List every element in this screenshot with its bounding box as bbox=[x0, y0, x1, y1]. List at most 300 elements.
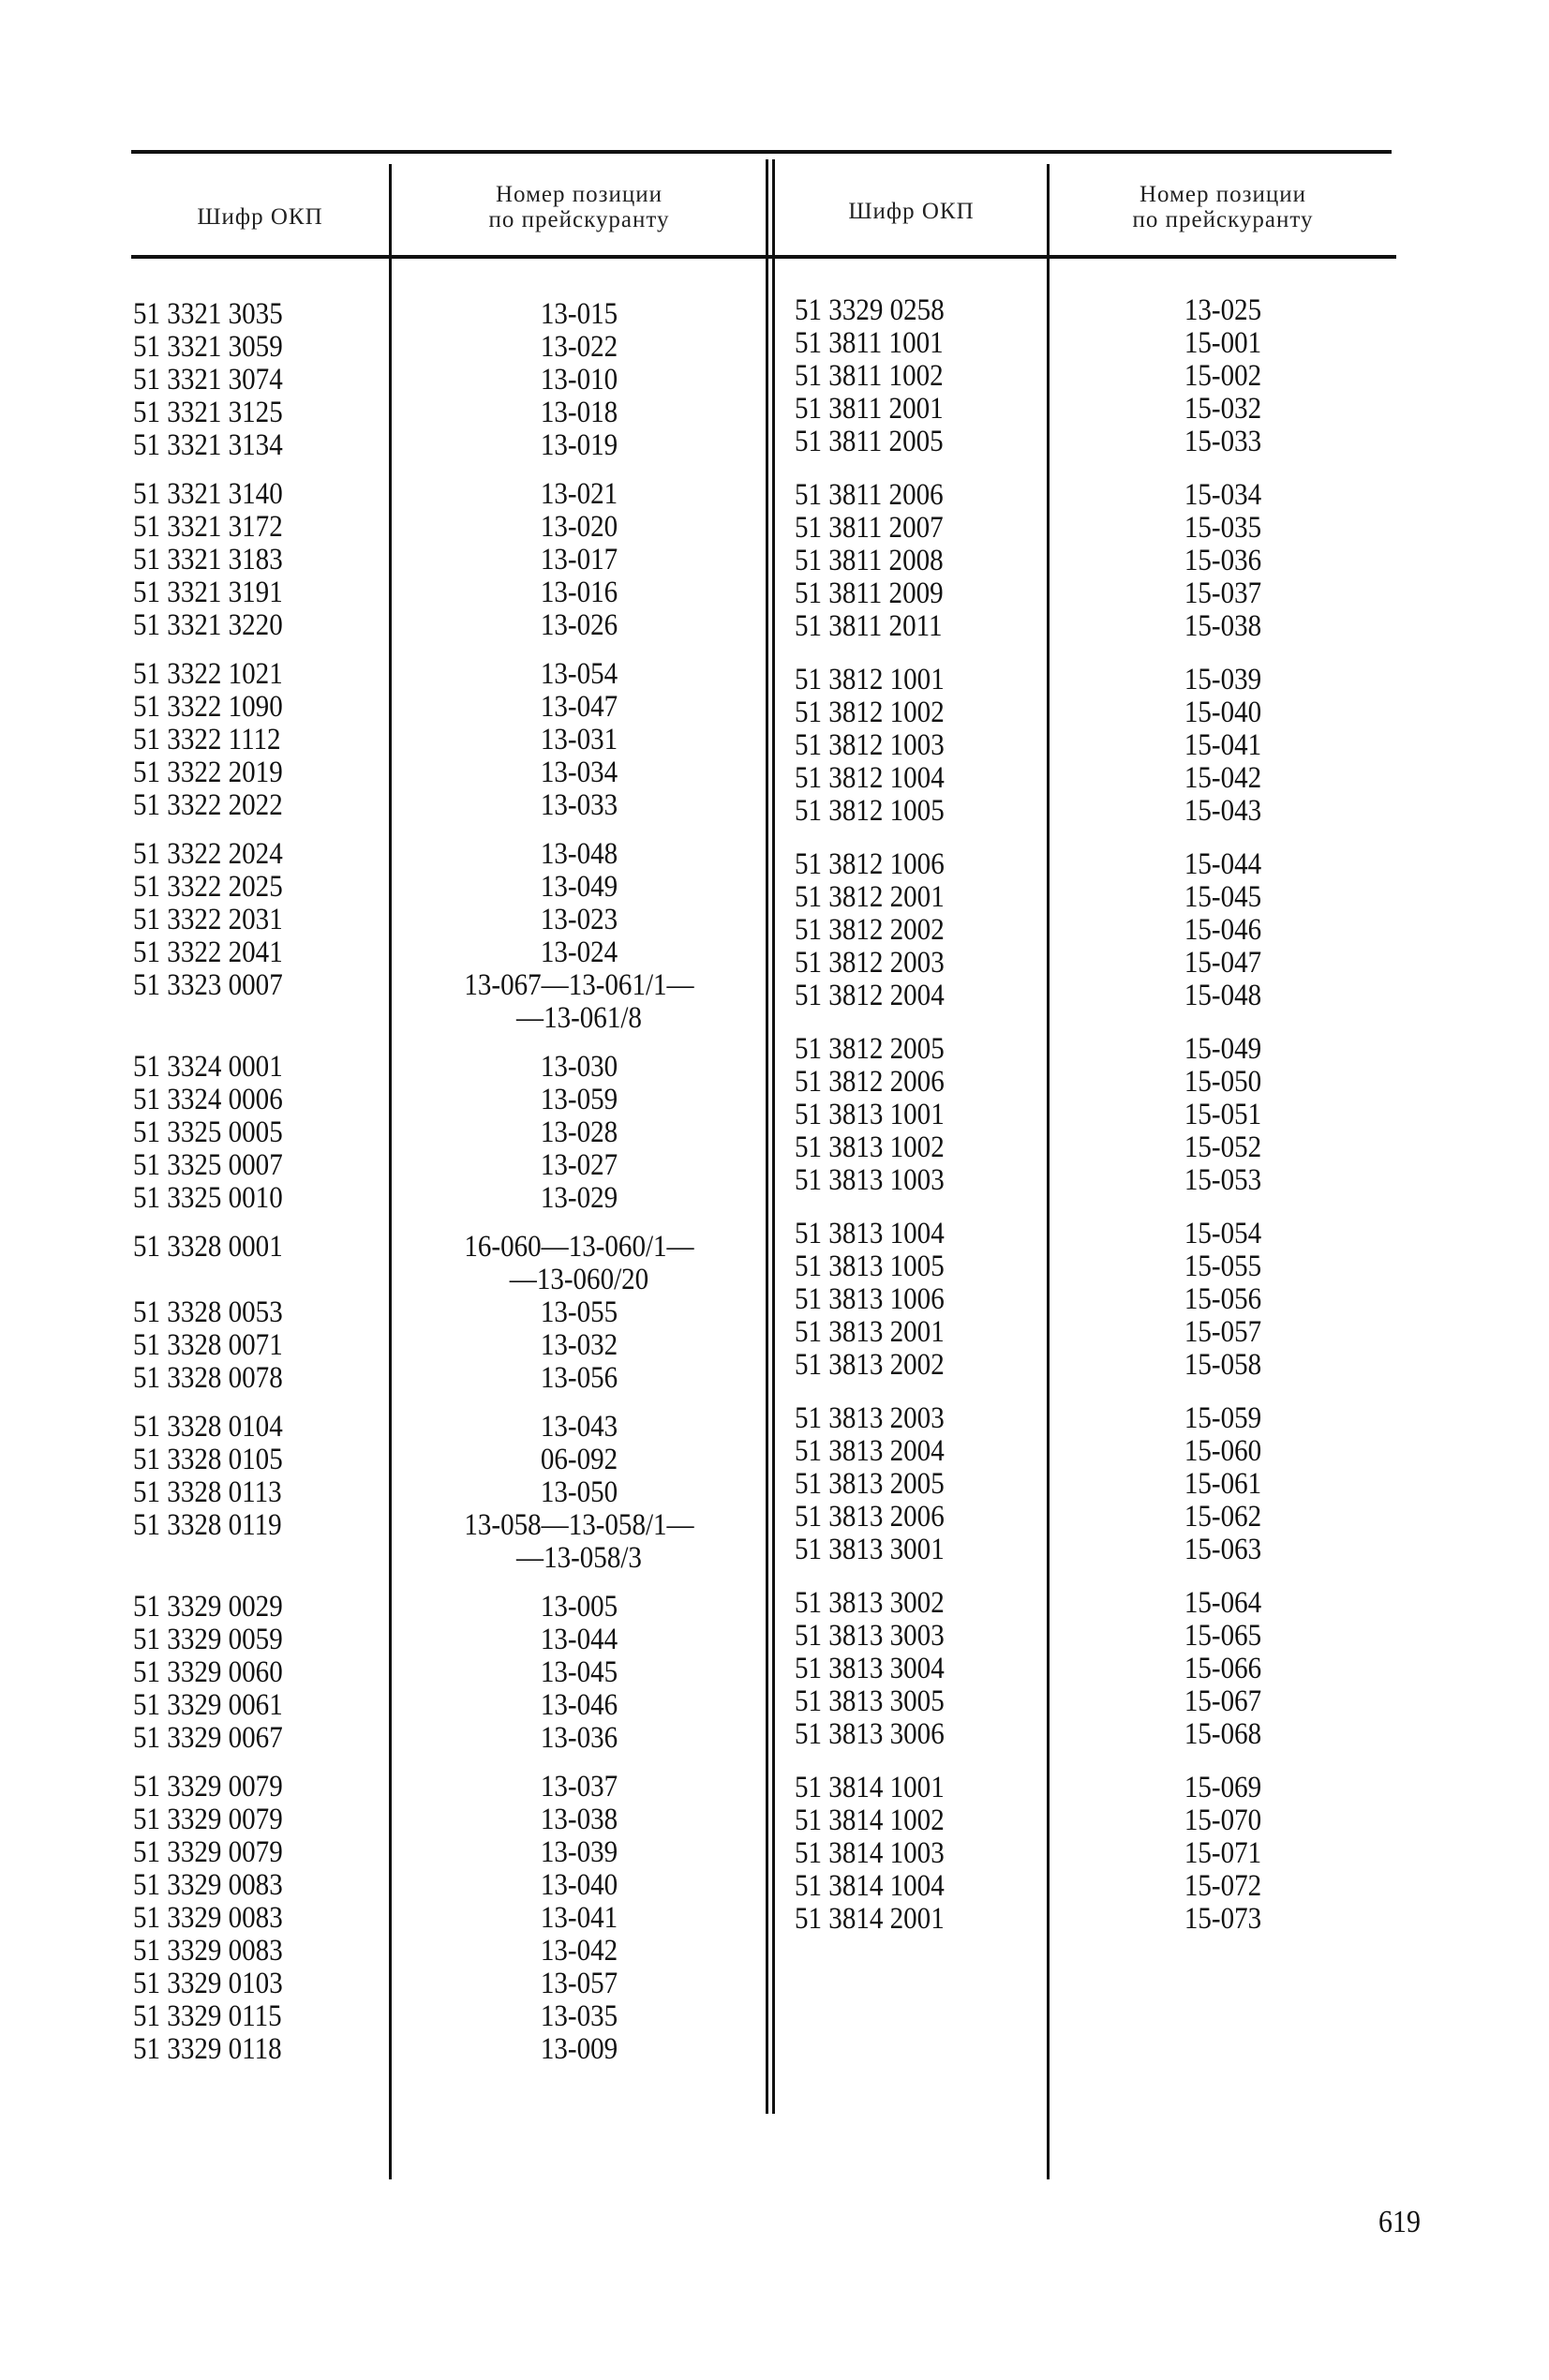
okp-code: 51 3812 2005 bbox=[795, 1032, 945, 1066]
table-row bbox=[133, 1655, 618, 1689]
price-list-position: 13-044 bbox=[540, 1623, 618, 1656]
table-row bbox=[795, 359, 1262, 393]
header-code-right: Шифр ОКП bbox=[848, 199, 975, 224]
row-group bbox=[795, 1771, 1262, 1936]
table-row bbox=[795, 761, 1262, 795]
table-row bbox=[795, 1586, 1262, 1620]
okp-code: 51 3329 0115 bbox=[133, 1999, 282, 2033]
okp-code: 51 3329 0103 bbox=[133, 1967, 283, 2000]
table-row bbox=[795, 478, 1262, 512]
table-row bbox=[795, 1902, 1262, 1936]
price-list-position: 13-029 bbox=[540, 1181, 618, 1215]
okp-code: 51 3329 0079 bbox=[133, 1803, 283, 1836]
table-row bbox=[795, 1771, 1262, 1804]
okp-code: 51 3813 1004 bbox=[795, 1217, 945, 1250]
price-list-position: 13-038 bbox=[540, 1803, 618, 1836]
table-row bbox=[133, 1721, 618, 1755]
price-list-position: 06-092 bbox=[540, 1443, 618, 1476]
okp-code: 51 3329 0067 bbox=[133, 1721, 283, 1755]
row-group bbox=[795, 1217, 1262, 1382]
price-list-position: 15-049 bbox=[1184, 1032, 1262, 1066]
okp-code: 51 3328 0105 bbox=[133, 1443, 283, 1476]
price-list-position: 15-048 bbox=[1184, 979, 1262, 1012]
price-list-position: 13-067—13-061/1— —13-061/8 bbox=[464, 968, 694, 1035]
okp-code: 51 3813 3006 bbox=[795, 1717, 945, 1751]
table-row bbox=[795, 511, 1262, 545]
header-bottom-rule bbox=[131, 255, 1396, 259]
price-list-position: 13-050 bbox=[540, 1475, 618, 1509]
table-row bbox=[133, 330, 618, 364]
table-row bbox=[133, 1590, 618, 1624]
price-list-position: 13-057 bbox=[540, 1967, 618, 2000]
okp-code: 51 3811 2005 bbox=[795, 425, 944, 458]
okp-code: 51 3811 1002 bbox=[795, 359, 944, 393]
okp-code: 51 3321 3172 bbox=[133, 510, 283, 544]
table-row bbox=[133, 1835, 618, 1869]
price-list-position: 13-028 bbox=[540, 1115, 618, 1149]
okp-code: 51 3811 2009 bbox=[795, 576, 944, 610]
price-list-position: 13-042 bbox=[540, 1934, 618, 1968]
table-row bbox=[133, 1115, 618, 1149]
price-list-position: 13-046 bbox=[540, 1688, 618, 1722]
table-row bbox=[133, 1083, 618, 1116]
row-group bbox=[133, 1050, 618, 1215]
price-list-position: 15-036 bbox=[1184, 544, 1262, 577]
okp-code: 51 3328 0053 bbox=[133, 1295, 283, 1329]
okp-code: 51 3812 1005 bbox=[795, 794, 945, 828]
header-code-left: Шифр ОКП bbox=[197, 204, 323, 230]
price-list-position: 13-025 bbox=[1184, 293, 1262, 327]
okp-code: 51 3329 0083 bbox=[133, 1868, 283, 1902]
table-row bbox=[795, 794, 1262, 828]
table-row bbox=[133, 297, 618, 331]
price-list-position: 15-061 bbox=[1184, 1467, 1262, 1501]
price-list-position: 15-072 bbox=[1184, 1869, 1262, 1903]
header-position-left bbox=[392, 182, 767, 232]
table-row bbox=[795, 425, 1262, 458]
okp-code: 51 3329 0059 bbox=[133, 1623, 283, 1656]
okp-code: 51 3813 3004 bbox=[795, 1652, 945, 1685]
table-row bbox=[133, 870, 618, 904]
header-position-line1: Номер позиции bbox=[495, 182, 663, 207]
table-row bbox=[795, 1804, 1262, 1837]
price-list-position: 13-031 bbox=[540, 723, 618, 756]
okp-code: 51 3329 0061 bbox=[133, 1688, 283, 1722]
row-group bbox=[133, 1410, 694, 1575]
price-list-position: 15-056 bbox=[1184, 1282, 1262, 1316]
price-list-position: 13-030 bbox=[540, 1050, 618, 1084]
price-list-position: 13-055 bbox=[540, 1295, 618, 1329]
table-row bbox=[795, 1065, 1262, 1099]
price-list-position: 13-036 bbox=[540, 1721, 618, 1755]
price-list-position: 13-032 bbox=[540, 1328, 618, 1362]
table-row bbox=[133, 1361, 618, 1395]
page-number: 619 bbox=[1378, 2205, 1421, 2239]
column-divider bbox=[1047, 164, 1050, 2179]
okp-code: 51 3812 1003 bbox=[795, 728, 945, 762]
table-row bbox=[133, 1050, 618, 1084]
okp-code: 51 3328 0119 bbox=[133, 1508, 282, 1542]
table-top-rule bbox=[131, 150, 1392, 154]
okp-code: 51 3812 1006 bbox=[795, 847, 945, 881]
okp-code: 51 3321 3059 bbox=[133, 330, 283, 364]
okp-code: 51 3328 0104 bbox=[133, 1410, 283, 1444]
table-row bbox=[795, 1434, 1262, 1468]
okp-code: 51 3814 1002 bbox=[795, 1804, 945, 1837]
price-list-position: 13-034 bbox=[540, 756, 618, 789]
okp-code: 51 3329 0029 bbox=[133, 1590, 283, 1624]
okp-code: 51 3329 0083 bbox=[133, 1901, 283, 1935]
okp-code: 51 3329 0118 bbox=[133, 2032, 282, 2066]
column-divider-double-b bbox=[772, 159, 775, 2114]
okp-code: 51 3812 2004 bbox=[795, 979, 945, 1012]
okp-code: 51 3324 0006 bbox=[133, 1083, 283, 1116]
row-group bbox=[795, 1032, 1262, 1197]
price-list-position: 13-040 bbox=[540, 1868, 618, 1902]
okp-code: 51 3811 1001 bbox=[795, 326, 944, 360]
table-row bbox=[133, 1410, 618, 1444]
okp-code: 51 3813 3005 bbox=[795, 1684, 945, 1718]
price-list-position: 15-062 bbox=[1184, 1500, 1262, 1534]
table-row bbox=[795, 1032, 1262, 1066]
table-row bbox=[133, 723, 618, 756]
table-row bbox=[795, 1315, 1262, 1349]
table-row bbox=[133, 1934, 618, 1968]
price-list-position: 13-022 bbox=[540, 330, 618, 364]
price-list-position: 13-010 bbox=[540, 363, 618, 397]
okp-code: 51 3328 0001 bbox=[133, 1230, 283, 1264]
table-row bbox=[133, 1508, 694, 1575]
okp-code: 51 3322 1112 bbox=[133, 723, 281, 756]
okp-code: 51 3814 2001 bbox=[795, 1902, 945, 1936]
table-row bbox=[795, 392, 1262, 426]
okp-code: 51 3328 0078 bbox=[133, 1361, 283, 1395]
table-row bbox=[133, 1181, 618, 1215]
table-row bbox=[795, 1348, 1262, 1382]
table-row bbox=[795, 609, 1262, 643]
okp-code: 51 3812 2002 bbox=[795, 913, 945, 947]
row-group bbox=[795, 663, 1262, 828]
table-row bbox=[795, 1467, 1262, 1501]
price-list-position: 13-027 bbox=[540, 1148, 618, 1182]
table-row bbox=[133, 1295, 618, 1329]
table-row bbox=[133, 1148, 618, 1182]
price-list-position: 15-046 bbox=[1184, 913, 1262, 947]
price-list-position: 15-051 bbox=[1184, 1098, 1262, 1131]
okp-code: 51 3814 1003 bbox=[795, 1836, 945, 1870]
okp-code: 51 3812 1001 bbox=[795, 663, 945, 696]
okp-code: 51 3813 3001 bbox=[795, 1533, 945, 1566]
price-list-position: 13-009 bbox=[540, 2032, 618, 2066]
price-list-position: 13-041 bbox=[540, 1901, 618, 1935]
price-list-position: 15-050 bbox=[1184, 1065, 1262, 1099]
price-list-position: 16-060—13-060/1— —13-060/20 bbox=[464, 1230, 694, 1296]
table-row bbox=[133, 543, 618, 576]
table-row bbox=[795, 1500, 1262, 1534]
table-row bbox=[133, 363, 618, 397]
table-row bbox=[133, 1230, 694, 1296]
price-list-position: 15-044 bbox=[1184, 847, 1262, 881]
price-list-position: 13-048 bbox=[540, 837, 618, 871]
okp-code: 51 3814 1001 bbox=[795, 1771, 945, 1804]
row-group bbox=[795, 478, 1262, 643]
okp-code: 51 3322 2031 bbox=[133, 903, 283, 936]
table-row bbox=[133, 477, 618, 511]
okp-code: 51 3811 2008 bbox=[795, 544, 944, 577]
okp-code: 51 3323 0007 bbox=[133, 968, 283, 1002]
price-list-position: 13-037 bbox=[540, 1770, 618, 1804]
table-row bbox=[795, 913, 1262, 947]
table-row bbox=[795, 1130, 1262, 1164]
okp-code: 51 3813 3002 bbox=[795, 1586, 945, 1620]
price-list-position: 13-047 bbox=[540, 690, 618, 724]
price-list-position: 13-023 bbox=[540, 903, 618, 936]
header-position-line1: Номер позиции bbox=[1139, 182, 1306, 207]
header-position-line2: по прейскуранту bbox=[488, 207, 670, 232]
table-row bbox=[795, 847, 1262, 881]
table-row bbox=[795, 728, 1262, 762]
okp-code: 51 3812 1004 bbox=[795, 761, 945, 795]
table-row bbox=[133, 396, 618, 429]
okp-code: 51 3812 2001 bbox=[795, 880, 945, 914]
column-divider bbox=[389, 164, 392, 2179]
okp-code: 51 3321 3220 bbox=[133, 608, 283, 642]
okp-code: 51 3328 0071 bbox=[133, 1328, 283, 1362]
okp-code: 51 3325 0007 bbox=[133, 1148, 283, 1182]
price-list-position: 13-015 bbox=[540, 297, 618, 331]
table-row bbox=[795, 576, 1262, 610]
table-row bbox=[795, 544, 1262, 577]
price-list-position: 15-040 bbox=[1184, 696, 1262, 729]
table-row bbox=[795, 1533, 1262, 1566]
okp-code: 51 3322 2025 bbox=[133, 870, 283, 904]
price-list-position: 15-065 bbox=[1184, 1619, 1262, 1653]
price-list-position: 13-059 bbox=[540, 1083, 618, 1116]
price-list-position: 15-035 bbox=[1184, 511, 1262, 545]
okp-code: 51 3321 3183 bbox=[133, 543, 283, 576]
table-row bbox=[133, 1967, 618, 2000]
price-list-position: 15-034 bbox=[1184, 478, 1262, 512]
okp-code: 51 3813 1003 bbox=[795, 1163, 945, 1197]
price-list-position: 13-043 bbox=[540, 1410, 618, 1444]
okp-code: 51 3322 2041 bbox=[133, 936, 283, 969]
okp-code: 51 3322 2024 bbox=[133, 837, 283, 871]
table-row bbox=[795, 1717, 1262, 1751]
table-row bbox=[795, 1217, 1262, 1250]
okp-code: 51 3329 0079 bbox=[133, 1770, 283, 1804]
table-row bbox=[795, 880, 1262, 914]
row-group bbox=[795, 1586, 1262, 1751]
left-table-half bbox=[133, 297, 694, 2082]
okp-code: 51 3329 0060 bbox=[133, 1655, 283, 1689]
price-list-position: 15-032 bbox=[1184, 392, 1262, 426]
right-table-half bbox=[795, 293, 1262, 1956]
price-list-position: 15-066 bbox=[1184, 1652, 1262, 1685]
price-list-position: 13-005 bbox=[540, 1590, 618, 1624]
okp-code: 51 3325 0010 bbox=[133, 1181, 283, 1215]
table-row bbox=[133, 1328, 618, 1362]
okp-code: 51 3322 2022 bbox=[133, 788, 283, 822]
table-row bbox=[133, 1868, 618, 1902]
price-list-position: 15-041 bbox=[1184, 728, 1262, 762]
okp-code: 51 3321 3191 bbox=[133, 576, 283, 609]
table-row bbox=[795, 663, 1262, 696]
row-group bbox=[133, 1770, 618, 2066]
table-row bbox=[795, 326, 1262, 360]
okp-code: 51 3813 2006 bbox=[795, 1500, 945, 1534]
table-row bbox=[795, 696, 1262, 729]
price-list-position: 13-020 bbox=[540, 510, 618, 544]
table-row bbox=[795, 1163, 1262, 1197]
table-row bbox=[133, 576, 618, 609]
header-position-right bbox=[1050, 182, 1396, 232]
price-list-position: 13-058—13-058/1— —13-058/3 bbox=[464, 1508, 694, 1575]
price-list-position: 13-018 bbox=[540, 396, 618, 429]
table-row bbox=[133, 657, 618, 691]
okp-code: 51 3812 2006 bbox=[795, 1065, 945, 1099]
okp-code: 51 3813 1006 bbox=[795, 1282, 945, 1316]
table-row bbox=[795, 1401, 1262, 1435]
price-list-position: 15-068 bbox=[1184, 1717, 1262, 1751]
price-list-position: 15-071 bbox=[1184, 1836, 1262, 1870]
price-list-position: 13-017 bbox=[540, 543, 618, 576]
table-row bbox=[795, 1619, 1262, 1653]
table-row bbox=[795, 1282, 1262, 1316]
okp-code: 51 3321 3125 bbox=[133, 396, 283, 429]
price-list-position: 13-056 bbox=[540, 1361, 618, 1395]
price-list-position: 15-059 bbox=[1184, 1401, 1262, 1435]
price-list-position: 13-024 bbox=[540, 936, 618, 969]
okp-code: 51 3812 1002 bbox=[795, 696, 945, 729]
price-list-position: 15-057 bbox=[1184, 1315, 1262, 1349]
price-list-position: 15-060 bbox=[1184, 1434, 1262, 1468]
price-list-position: 15-070 bbox=[1184, 1804, 1262, 1837]
price-list-position: 13-026 bbox=[540, 608, 618, 642]
okp-code: 51 3813 2001 bbox=[795, 1315, 945, 1349]
price-list-position: 15-039 bbox=[1184, 663, 1262, 696]
okp-code: 51 3811 2006 bbox=[795, 478, 944, 512]
column-divider-double-a bbox=[766, 159, 768, 2114]
table-row bbox=[133, 428, 618, 462]
price-list-position: 13-021 bbox=[540, 477, 618, 511]
price-list-position: 15-047 bbox=[1184, 946, 1262, 980]
price-list-position: 15-064 bbox=[1184, 1586, 1262, 1620]
table-row bbox=[133, 1999, 618, 2033]
okp-code: 51 3811 2011 bbox=[795, 609, 943, 643]
table-row bbox=[795, 1250, 1262, 1283]
table-row bbox=[133, 756, 618, 789]
okp-code: 51 3811 2001 bbox=[795, 392, 944, 426]
price-list-position: 15-045 bbox=[1184, 880, 1262, 914]
price-list-position: 15-038 bbox=[1184, 609, 1262, 643]
okp-code: 51 3324 0001 bbox=[133, 1050, 283, 1084]
table-row bbox=[133, 903, 618, 936]
price-list-position: 15-054 bbox=[1184, 1217, 1262, 1250]
table-row bbox=[133, 1901, 618, 1935]
row-group bbox=[133, 1590, 618, 1755]
table-row bbox=[795, 946, 1262, 980]
table-row bbox=[795, 1684, 1262, 1718]
okp-code: 51 3322 2019 bbox=[133, 756, 283, 789]
okp-code: 51 3812 2003 bbox=[795, 946, 945, 980]
table-row bbox=[133, 968, 694, 1035]
price-list-position: 15-073 bbox=[1184, 1902, 1262, 1936]
table-row bbox=[795, 1098, 1262, 1131]
price-list-position: 13-045 bbox=[540, 1655, 618, 1689]
table-row bbox=[133, 936, 618, 969]
row-group bbox=[795, 293, 1262, 458]
okp-code: 51 3813 3003 bbox=[795, 1619, 945, 1653]
row-group bbox=[795, 1401, 1262, 1566]
okp-code: 51 3329 0258 bbox=[795, 293, 945, 327]
price-list-position: 13-019 bbox=[540, 428, 618, 462]
price-list-position: 15-058 bbox=[1184, 1348, 1262, 1382]
price-list-position: 13-033 bbox=[540, 788, 618, 822]
okp-code: 51 3325 0005 bbox=[133, 1115, 283, 1149]
table-row bbox=[133, 1803, 618, 1836]
okp-code: 51 3813 2005 bbox=[795, 1467, 945, 1501]
okp-code: 51 3322 1021 bbox=[133, 657, 283, 691]
row-group bbox=[133, 1230, 694, 1395]
row-group bbox=[133, 297, 618, 462]
table-row bbox=[133, 788, 618, 822]
okp-code: 51 3813 2002 bbox=[795, 1348, 945, 1382]
price-list-position: 13-016 bbox=[540, 576, 618, 609]
price-list-position: 13-035 bbox=[540, 1999, 618, 2033]
price-list-position: 15-055 bbox=[1184, 1250, 1262, 1283]
price-list-position: 15-067 bbox=[1184, 1684, 1262, 1718]
table-row bbox=[133, 1475, 618, 1509]
price-list-position: 13-054 bbox=[540, 657, 618, 691]
table-row bbox=[133, 1623, 618, 1656]
price-list-position: 15-053 bbox=[1184, 1163, 1262, 1197]
price-list-position: 15-063 bbox=[1184, 1533, 1262, 1566]
header-position-line2: по прейскуранту bbox=[1132, 207, 1314, 232]
okp-code: 51 3321 3074 bbox=[133, 363, 283, 397]
price-list-position: 15-043 bbox=[1184, 794, 1262, 828]
table-row bbox=[795, 979, 1262, 1012]
okp-code: 51 3813 2004 bbox=[795, 1434, 945, 1468]
table-row bbox=[133, 2032, 618, 2066]
okp-code: 51 3813 1001 bbox=[795, 1098, 945, 1131]
table-row bbox=[795, 1836, 1262, 1870]
price-list-position: 15-037 bbox=[1184, 576, 1262, 610]
okp-code: 51 3322 1090 bbox=[133, 690, 283, 724]
okp-code: 51 3321 3134 bbox=[133, 428, 283, 462]
price-list-position: 13-039 bbox=[540, 1835, 618, 1869]
table-row bbox=[133, 510, 618, 544]
price-list-position: 15-052 bbox=[1184, 1130, 1262, 1164]
table-row bbox=[133, 1443, 618, 1476]
row-group bbox=[133, 657, 618, 822]
table-row bbox=[795, 293, 1262, 327]
okp-code: 51 3813 1002 bbox=[795, 1130, 945, 1164]
okp-code: 51 3328 0113 bbox=[133, 1475, 282, 1509]
okp-code: 51 3811 2007 bbox=[795, 511, 944, 545]
okp-code: 51 3813 2003 bbox=[795, 1401, 945, 1435]
table-row bbox=[795, 1652, 1262, 1685]
row-group bbox=[133, 837, 694, 1035]
okp-code: 51 3813 1005 bbox=[795, 1250, 945, 1283]
okp-code: 51 3814 1004 bbox=[795, 1869, 945, 1903]
okp-code: 51 3321 3140 bbox=[133, 477, 283, 511]
price-list-position: 15-033 bbox=[1184, 425, 1262, 458]
table-row bbox=[795, 1869, 1262, 1903]
okp-code: 51 3329 0079 bbox=[133, 1835, 283, 1869]
price-list-position: 15-042 bbox=[1184, 761, 1262, 795]
table-row bbox=[133, 1688, 618, 1722]
table-row bbox=[133, 690, 618, 724]
